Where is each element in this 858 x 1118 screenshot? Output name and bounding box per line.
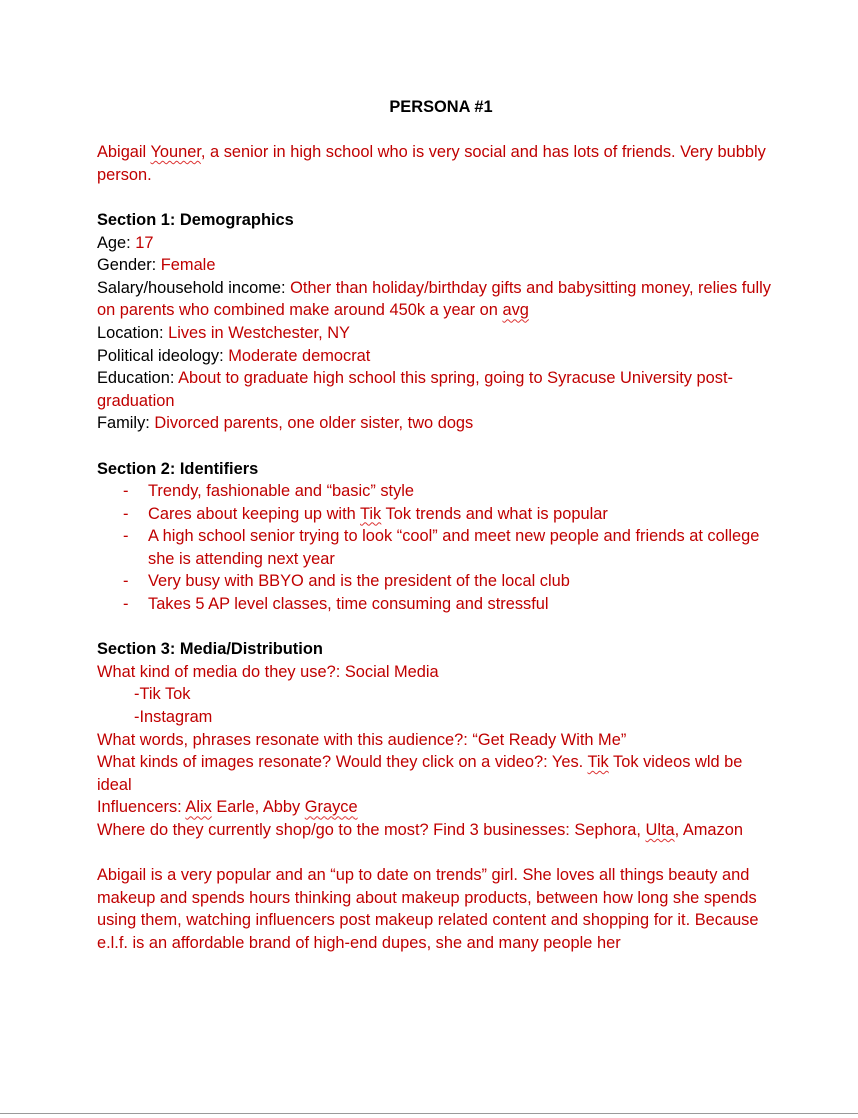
family-label: Family: [97,414,155,433]
education-label: Education: [97,369,179,388]
spacer [97,842,777,865]
persona-last-name: Youner [150,143,201,162]
spacer [97,186,777,209]
media-item-instagram: -Instagram [134,708,213,727]
section1-heading: Section 1: Demographics [97,210,294,229]
list-item [97,525,777,570]
media-item-tiktok: -Tik Tok [134,685,191,704]
bullet-dash: - [123,595,129,614]
page-bottom-edge [0,1113,858,1114]
gender-line [97,254,777,277]
location-label: Location: [97,323,169,342]
images-text-misspelled: Tik [587,753,609,772]
shop-text: Where do they currently shop/go to the most? Find 3 businesses: Sephora, [97,821,646,839]
age-label: Age: [97,233,136,252]
gender-value: Female [160,256,216,275]
identifier-list [97,480,777,616]
shop-text: , Amazon [674,821,743,839]
shop-name-misspelled: Ulta [645,821,675,839]
section3-heading: Section 3: Media/Distribution [97,640,323,659]
salary-value: Other than holiday/birthday gifts and babysitting money, relies fully on parents who combined make around 450k a year on [97,278,771,320]
list-item [97,593,777,616]
spacer [97,616,777,639]
images-text: Tok videos wld be ideal [97,753,743,794]
list-item-text: Trendy, fashionable and “basic” style [148,482,415,501]
influencer-name-misspelled: Grayce [304,798,358,817]
political-label: Political ideology: [97,346,229,365]
bullet-dash: - [123,527,129,546]
gender-label: Gender: [97,256,161,275]
document-page [97,96,777,955]
page-title: PERSONA #1 [389,98,493,116]
influencer-name-misspelled: Alix [185,798,212,817]
age-value: 17 [135,233,154,252]
salary-line [97,277,777,322]
spacer [97,435,777,458]
influencers-label: Influencers: [97,798,186,817]
persona-intro-text: , a senior in high school who is very social and has lots of friends. Very bubbly person. [97,143,766,184]
persona-first-name: Abigail [97,143,151,162]
section2-heading: Section 2: Identifiers [97,459,259,478]
salary-value-abbrev: avg [502,301,529,320]
education-value: About to graduate high school this spring, going to Syracuse University post-graduation [97,369,733,410]
bullet-dash: - [123,504,129,523]
family-value: Divorced parents, one older sister, two dogs [154,414,474,433]
family-line [97,412,777,435]
salary-label: Salary/household income: [97,278,291,297]
words-question: What words, phrases resonate with this audience?: “Get Ready With Me” [97,730,627,749]
political-value: Moderate democrat [228,346,371,365]
influencers-line [97,796,777,819]
list-item-text: Takes 5 AP level classes, time consuming and stressful [148,595,549,614]
age-line [97,232,777,255]
list-item-text: Very busy with BBYO and is the president of the local club [148,572,570,591]
media-question: What kind of media do they use?: Social Media [97,662,439,681]
persona-intro [97,141,777,186]
education-line [97,367,777,412]
political-line [97,345,777,368]
location-value: Lives in Westchester, NY [168,323,350,342]
list-item-text: Tok trends and what is popular [381,504,608,523]
list-item-text: A high school senior trying to look “cool” and meet new people and friends at college she is attending next year [148,527,760,568]
location-line [97,322,777,345]
list-item [97,570,777,593]
list-item-text-misspelled: Tik [360,504,382,523]
closing-paragraph: Abigail is a very popular and an “up to date on trends” girl. She loves all things beauty and makeup and spends hours thinking about makeup products, between how long she spends using them, watching influencers post makeup related content and shopping for it. Because e.l.f. is an affordable brand of high-end dupes, she and many people her [97,866,759,952]
influencers-text: Earle, Abby [211,798,305,817]
bullet-dash: - [123,482,129,501]
images-question [97,751,777,796]
images-text: What kinds of images resonate? Would they click on a video?: Yes. [97,753,588,772]
shop-question [97,819,777,842]
list-item [97,480,777,503]
bullet-dash: - [123,572,129,591]
list-item-text: Cares about keeping up with [148,504,361,523]
list-item [97,503,777,526]
